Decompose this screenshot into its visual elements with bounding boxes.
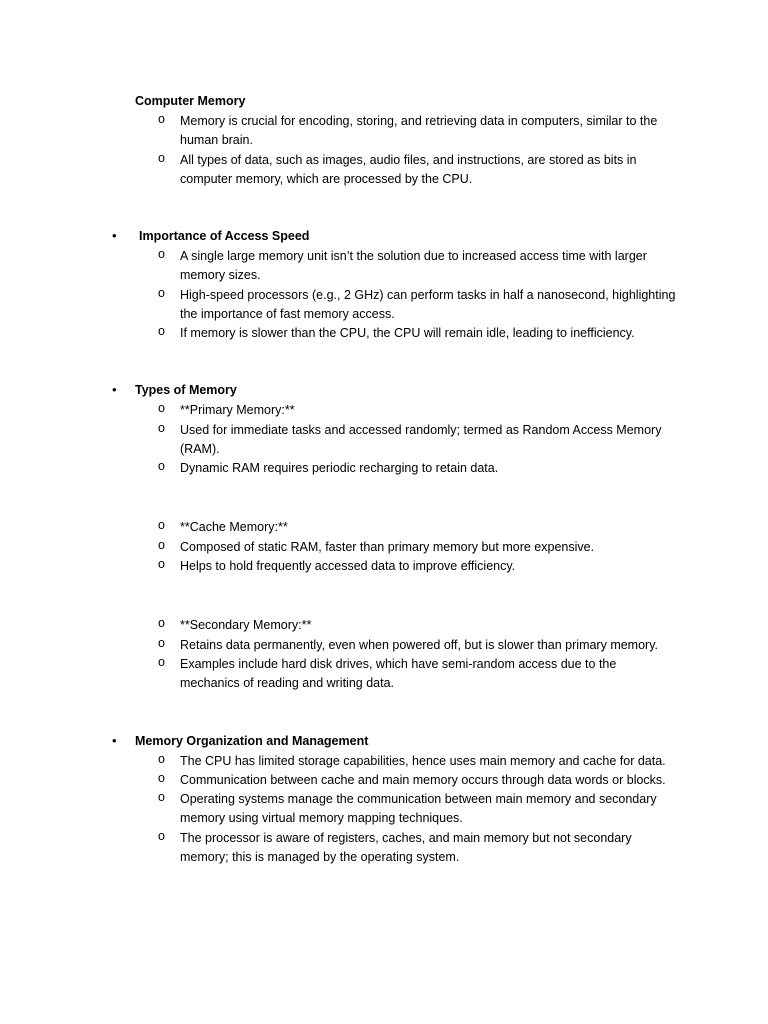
- sub-bullet-marker: o: [158, 112, 165, 126]
- sub-bullet-marker: o: [158, 421, 165, 435]
- bullet-marker: •: [112, 382, 117, 397]
- list-item-text: Composed of static RAM, faster than primary memory but more expensive.: [180, 540, 595, 554]
- list-item-text: A single large memory unit isn’t the solution due to increased access time with larger memory sizes.: [180, 249, 647, 283]
- sub-bullet-marker: o: [158, 151, 165, 165]
- list-item-text: **Secondary Memory:**: [180, 618, 312, 632]
- sub-bullet-marker: o: [158, 829, 165, 843]
- list-item-text: Examples include hard disk drives, which have semi-random access due to the mechanics of reading and writing data.: [180, 657, 617, 691]
- section-heading: Memory Organization and Management: [135, 734, 369, 748]
- section-heading: Types of Memory: [135, 383, 237, 397]
- sub-bullet-marker: o: [158, 790, 165, 804]
- sub-bullet-marker: o: [158, 286, 165, 300]
- bullet-marker: •: [112, 733, 117, 748]
- list-item-text: Dynamic RAM requires periodic recharging to retain data.: [180, 461, 499, 475]
- list-item-text: Communication between cache and main memory occurs through data words or blocks.: [180, 773, 666, 787]
- section-heading: Importance of Access Speed: [139, 229, 310, 243]
- section-heading: Computer Memory: [135, 94, 246, 108]
- list-item-text: Memory is crucial for encoding, storing, and retrieving data in computers, similar to the human brain.: [180, 114, 658, 148]
- sub-bullet-marker: o: [158, 538, 165, 552]
- sub-bullet-marker: o: [158, 636, 165, 650]
- sub-bullet-marker: o: [158, 752, 165, 766]
- sub-bullet-marker: o: [158, 616, 165, 630]
- sub-bullet-marker: o: [158, 655, 165, 669]
- bullet-marker: •: [112, 228, 117, 243]
- list-item-text: If memory is slower than the CPU, the CPU will remain idle, leading to inefficiency.: [180, 326, 635, 340]
- sub-bullet-marker: o: [158, 401, 165, 415]
- list-item-text: **Primary Memory:**: [180, 403, 295, 417]
- list-item-text: Operating systems manage the communication between main memory and secondary memory using virtual memory mapping techniques.: [180, 792, 657, 826]
- sub-bullet-marker: o: [158, 324, 165, 338]
- list-item-text: All types of data, such as images, audio files, and instructions, are stored as bits in computer memory, which are processed by the CPU.: [180, 153, 637, 187]
- list-item-text: Helps to hold frequently accessed data to improve efficiency.: [180, 559, 516, 573]
- sub-bullet-marker: o: [158, 557, 165, 571]
- list-item-text: **Cache Memory:**: [180, 520, 288, 534]
- sub-bullet-marker: o: [158, 771, 165, 785]
- list-item-text: The CPU has limited storage capabilities, hence uses main memory and cache for data.: [180, 754, 666, 768]
- list-item-text: Retains data permanently, even when powered off, but is slower than primary memory.: [180, 638, 659, 652]
- sub-bullet-marker: o: [158, 247, 165, 261]
- list-item-text: Used for immediate tasks and accessed randomly; termed as Random Access Memory (RAM).: [180, 423, 662, 457]
- list-item-text: High-speed processors (e.g., 2 GHz) can perform tasks in half a nanosecond, highlighting the importance of fast memory access.: [180, 288, 676, 322]
- sub-bullet-marker: o: [158, 459, 165, 473]
- list-item-text: The processor is aware of registers, caches, and main memory but not secondary memory; this is managed by the operating system.: [180, 831, 632, 865]
- sub-bullet-marker: o: [158, 518, 165, 532]
